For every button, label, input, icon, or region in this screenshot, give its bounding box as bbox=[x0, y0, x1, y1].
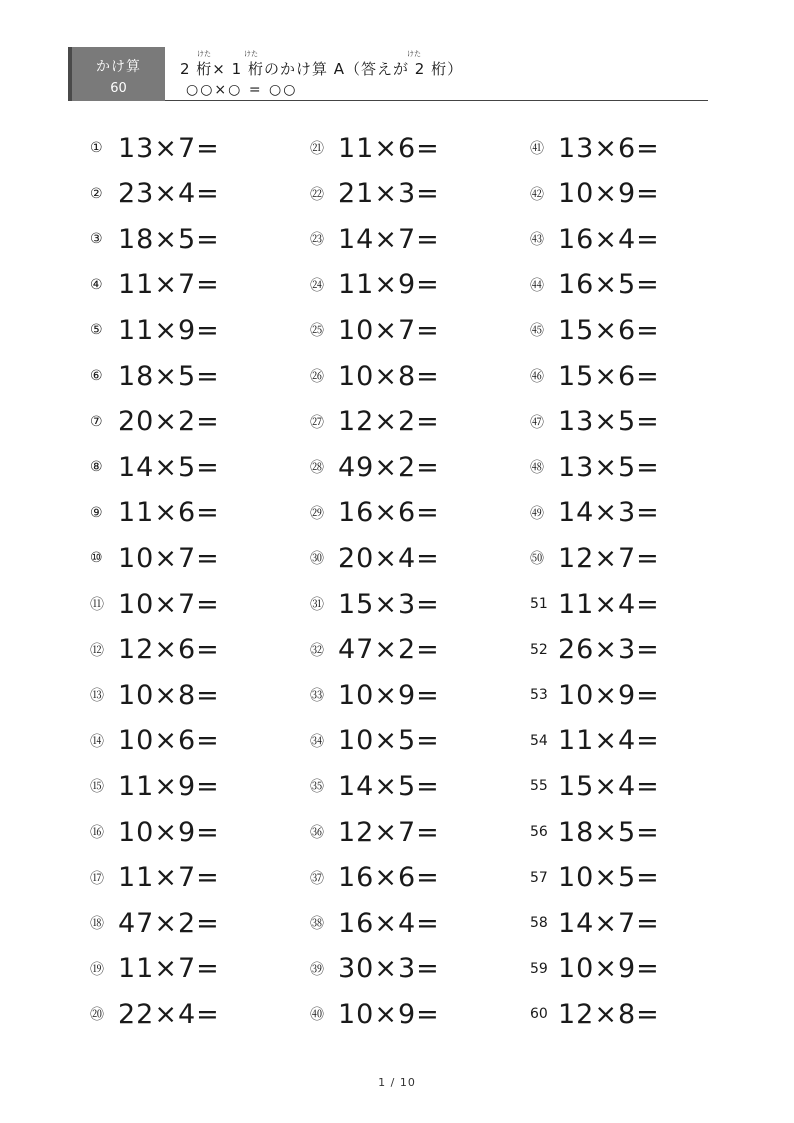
problem-number: ⑮ bbox=[90, 779, 104, 796]
badge-number: 60 bbox=[110, 81, 127, 96]
problem-expression: 18×5= bbox=[118, 223, 220, 255]
problem-expression: 10×6= bbox=[118, 725, 220, 757]
problem-item bbox=[90, 128, 220, 168]
problem-number: ㊾ bbox=[530, 505, 544, 522]
problem-expression: 16×5= bbox=[558, 269, 660, 301]
problem-item bbox=[90, 675, 220, 715]
problem-item bbox=[530, 219, 660, 259]
problem-item bbox=[310, 310, 440, 350]
problem-expression: 13×5= bbox=[558, 406, 660, 438]
problem-number: ㉖ bbox=[310, 369, 324, 385]
problem-item bbox=[90, 630, 220, 670]
problem-number: ㉚ bbox=[310, 551, 324, 568]
problem-expression: 10×9= bbox=[338, 679, 440, 711]
problem-item bbox=[530, 858, 660, 898]
problem-expression: 26×3= bbox=[558, 634, 660, 666]
problem-item bbox=[310, 584, 440, 624]
problem-item bbox=[310, 903, 440, 943]
problem-item bbox=[310, 356, 440, 396]
problem-number: ㉞ bbox=[310, 733, 324, 750]
problem-item bbox=[530, 128, 660, 168]
problem-number: ⑪ bbox=[90, 597, 104, 613]
problem-number: ㊶ bbox=[530, 141, 544, 157]
ruby-reading: けた bbox=[244, 50, 258, 58]
problem-expression: 12×7= bbox=[338, 816, 440, 848]
problem-item bbox=[90, 174, 220, 214]
problem-expression: 10×5= bbox=[338, 725, 440, 757]
problem-expression: 14×5= bbox=[338, 770, 440, 802]
problem-number: ① bbox=[90, 140, 103, 156]
problem-item bbox=[310, 766, 440, 806]
problem-number: ㉔ bbox=[310, 277, 324, 294]
problem-number: ㊼ bbox=[530, 414, 544, 431]
problem-item bbox=[530, 675, 660, 715]
problem-expression: 10×8= bbox=[338, 360, 440, 392]
problem-expression: 13×5= bbox=[558, 451, 660, 483]
problem-number: ㊿ bbox=[530, 551, 544, 568]
problem-number: ⑳ bbox=[90, 1007, 104, 1024]
problem-item bbox=[530, 721, 660, 761]
problem-number: 58 bbox=[530, 915, 548, 932]
problem-item bbox=[90, 812, 220, 852]
problem-expression: 11×7= bbox=[118, 269, 220, 301]
problem-item bbox=[90, 994, 220, 1034]
problem-expression: 16×6= bbox=[338, 862, 440, 894]
problem-number: ㉛ bbox=[310, 597, 324, 613]
problem-expression: 10×9= bbox=[558, 953, 660, 985]
problem-item bbox=[310, 174, 440, 214]
problem-expression: 16×6= bbox=[338, 497, 440, 529]
problem-grid bbox=[90, 128, 730, 1048]
problem-expression: 11×9= bbox=[338, 269, 440, 301]
problem-item bbox=[90, 538, 220, 578]
problem-number: ㉓ bbox=[310, 232, 324, 249]
problem-expression: 23×4= bbox=[118, 178, 220, 210]
problem-expression: 18×5= bbox=[118, 360, 220, 392]
problem-expression: 21×3= bbox=[338, 178, 440, 210]
problem-expression: 12×8= bbox=[558, 998, 660, 1030]
problem-expression: 12×2= bbox=[338, 406, 440, 438]
problem-item bbox=[90, 949, 220, 989]
problem-number: 59 bbox=[530, 960, 548, 977]
problem-item bbox=[310, 994, 440, 1034]
problem-number: ㊺ bbox=[530, 323, 544, 340]
problem-number: ⑦ bbox=[90, 413, 103, 430]
problem-number: ⑬ bbox=[90, 688, 104, 705]
problem-expression: 11×9= bbox=[118, 770, 220, 802]
problem-item bbox=[530, 812, 660, 852]
problem-expression: 47×2= bbox=[118, 907, 220, 939]
problem-number: 56 bbox=[530, 824, 548, 840]
problem-expression: 10×5= bbox=[558, 862, 660, 894]
problem-item bbox=[310, 538, 440, 578]
problem-expression: 14×5= bbox=[118, 451, 220, 483]
problem-expression: 11×7= bbox=[118, 862, 220, 894]
problem-number: 53 bbox=[530, 687, 548, 704]
problem-expression: 15×3= bbox=[338, 588, 440, 620]
badge-label: かけ算 bbox=[96, 59, 141, 75]
problem-item bbox=[530, 402, 660, 442]
problem-number: ⑭ bbox=[90, 733, 104, 750]
problem-number: ㉟ bbox=[310, 779, 324, 796]
problem-number: 60 bbox=[530, 1006, 548, 1023]
problem-expression: 12×6= bbox=[118, 634, 220, 666]
problem-number: ㊷ bbox=[530, 186, 544, 203]
problem-number: ㊲ bbox=[310, 870, 324, 887]
problem-number: ⑯ bbox=[90, 825, 104, 841]
problem-item bbox=[530, 903, 660, 943]
problem-expression: 20×2= bbox=[118, 406, 220, 438]
problem-number: ㊸ bbox=[530, 232, 544, 249]
problem-expression: 10×9= bbox=[558, 178, 660, 210]
problem-number: ㉗ bbox=[310, 414, 324, 431]
problem-item bbox=[530, 584, 660, 624]
problem-item bbox=[310, 402, 440, 442]
problem-item bbox=[530, 493, 660, 533]
problem-number: ⑰ bbox=[90, 870, 104, 887]
problem-item bbox=[530, 265, 660, 305]
header-divider bbox=[165, 100, 708, 101]
problem-expression: 10×9= bbox=[338, 998, 440, 1030]
problem-expression: 10×7= bbox=[118, 588, 220, 620]
problem-expression: 13×6= bbox=[558, 132, 660, 164]
problem-item bbox=[310, 128, 440, 168]
problem-item bbox=[90, 858, 220, 898]
problem-number: ⑨ bbox=[90, 504, 103, 521]
problem-number: ㉘ bbox=[310, 460, 324, 477]
problem-number: ⑱ bbox=[90, 916, 104, 933]
problem-number: ⑤ bbox=[90, 322, 103, 339]
problem-number: ⑧ bbox=[90, 459, 103, 476]
problem-expression: 11×7= bbox=[118, 953, 220, 985]
problem-item bbox=[90, 493, 220, 533]
problem-expression: 11×9= bbox=[118, 314, 220, 346]
problem-number: ㊻ bbox=[530, 369, 544, 385]
problem-number: ③ bbox=[90, 231, 103, 248]
problem-number: ㊹ bbox=[530, 277, 544, 294]
problem-number: ⑩ bbox=[90, 550, 103, 567]
problem-expression: 10×8= bbox=[118, 679, 220, 711]
problem-expression: 16×4= bbox=[338, 907, 440, 939]
problem-item bbox=[530, 949, 660, 989]
worksheet-subtitle: ○○×○ = ○○ bbox=[186, 82, 298, 98]
problem-item bbox=[90, 219, 220, 259]
ruby-reading: けた bbox=[197, 50, 211, 58]
problem-expression: 10×7= bbox=[338, 314, 440, 346]
problem-number: 57 bbox=[530, 869, 548, 886]
problem-item bbox=[530, 994, 660, 1034]
problem-expression: 11×6= bbox=[118, 497, 220, 529]
problem-expression: 22×4= bbox=[118, 998, 220, 1030]
problem-expression: 14×3= bbox=[558, 497, 660, 529]
problem-item bbox=[310, 630, 440, 670]
problem-item bbox=[530, 447, 660, 487]
problem-expression: 14×7= bbox=[558, 907, 660, 939]
worksheet-badge bbox=[68, 47, 165, 101]
problem-number: 55 bbox=[530, 778, 548, 795]
problem-item bbox=[310, 493, 440, 533]
problem-expression: 10×9= bbox=[118, 816, 220, 848]
ruby-reading: けた bbox=[407, 50, 421, 58]
problem-expression: 16×4= bbox=[558, 223, 660, 255]
problem-item bbox=[90, 356, 220, 396]
problem-item bbox=[310, 219, 440, 259]
problem-expression: 11×4= bbox=[558, 725, 660, 757]
problem-expression: 15×4= bbox=[558, 770, 660, 802]
problem-expression: 15×6= bbox=[558, 314, 660, 346]
problem-item bbox=[310, 675, 440, 715]
problem-item bbox=[90, 447, 220, 487]
problem-item bbox=[530, 174, 660, 214]
problem-item bbox=[90, 310, 220, 350]
problem-expression: 15×6= bbox=[558, 360, 660, 392]
problem-item bbox=[530, 538, 660, 578]
problem-number: 51 bbox=[530, 596, 548, 612]
problem-item bbox=[530, 630, 660, 670]
problem-number: 54 bbox=[530, 732, 548, 749]
problem-number: ㉜ bbox=[310, 642, 324, 659]
problem-expression: 13×7= bbox=[118, 132, 220, 164]
problem-expression: 14×7= bbox=[338, 223, 440, 255]
problem-expression: 49×2= bbox=[338, 451, 440, 483]
problem-expression: 10×9= bbox=[558, 679, 660, 711]
problem-number: ⑥ bbox=[90, 368, 103, 384]
problem-number: ㊽ bbox=[530, 460, 544, 477]
problem-number: ㉝ bbox=[310, 688, 324, 705]
problem-number: ㊴ bbox=[310, 961, 324, 978]
problem-number: ② bbox=[90, 185, 103, 202]
problem-number: ㊵ bbox=[310, 1007, 324, 1024]
problem-item bbox=[310, 858, 440, 898]
problem-expression: 11×6= bbox=[338, 132, 440, 164]
problem-number: ㉑ bbox=[310, 141, 324, 157]
problem-item bbox=[90, 766, 220, 806]
problem-number: ㉙ bbox=[310, 505, 324, 522]
worksheet-title: 2 桁× 1 桁のかけ算 A（答えが 2 桁） bbox=[180, 60, 464, 78]
problem-number: ㉕ bbox=[310, 323, 324, 340]
problem-number: ㊱ bbox=[310, 825, 324, 841]
problem-item bbox=[310, 721, 440, 761]
problem-number: ㊳ bbox=[310, 916, 324, 933]
problem-item bbox=[310, 812, 440, 852]
problem-number: 52 bbox=[530, 641, 548, 658]
problem-item bbox=[310, 949, 440, 989]
problem-expression: 20×4= bbox=[338, 542, 440, 574]
problem-expression: 30×3= bbox=[338, 953, 440, 985]
problem-number: ⑫ bbox=[90, 642, 104, 659]
problem-expression: 47×2= bbox=[338, 634, 440, 666]
problem-item bbox=[90, 584, 220, 624]
problem-number: ④ bbox=[90, 276, 103, 293]
problem-item bbox=[530, 356, 660, 396]
problem-item bbox=[310, 265, 440, 305]
problem-item bbox=[530, 310, 660, 350]
problem-item bbox=[90, 721, 220, 761]
problem-item bbox=[530, 766, 660, 806]
problem-expression: 12×7= bbox=[558, 542, 660, 574]
page-number: 1 / 10 bbox=[378, 1076, 416, 1089]
problem-item bbox=[310, 447, 440, 487]
problem-item bbox=[90, 265, 220, 305]
problem-item bbox=[90, 903, 220, 943]
problem-number: ⑲ bbox=[90, 961, 104, 978]
problem-item bbox=[90, 402, 220, 442]
problem-expression: 10×7= bbox=[118, 542, 220, 574]
problem-expression: 18×5= bbox=[558, 816, 660, 848]
problem-expression: 11×4= bbox=[558, 588, 660, 620]
problem-number: ㉒ bbox=[310, 186, 324, 203]
